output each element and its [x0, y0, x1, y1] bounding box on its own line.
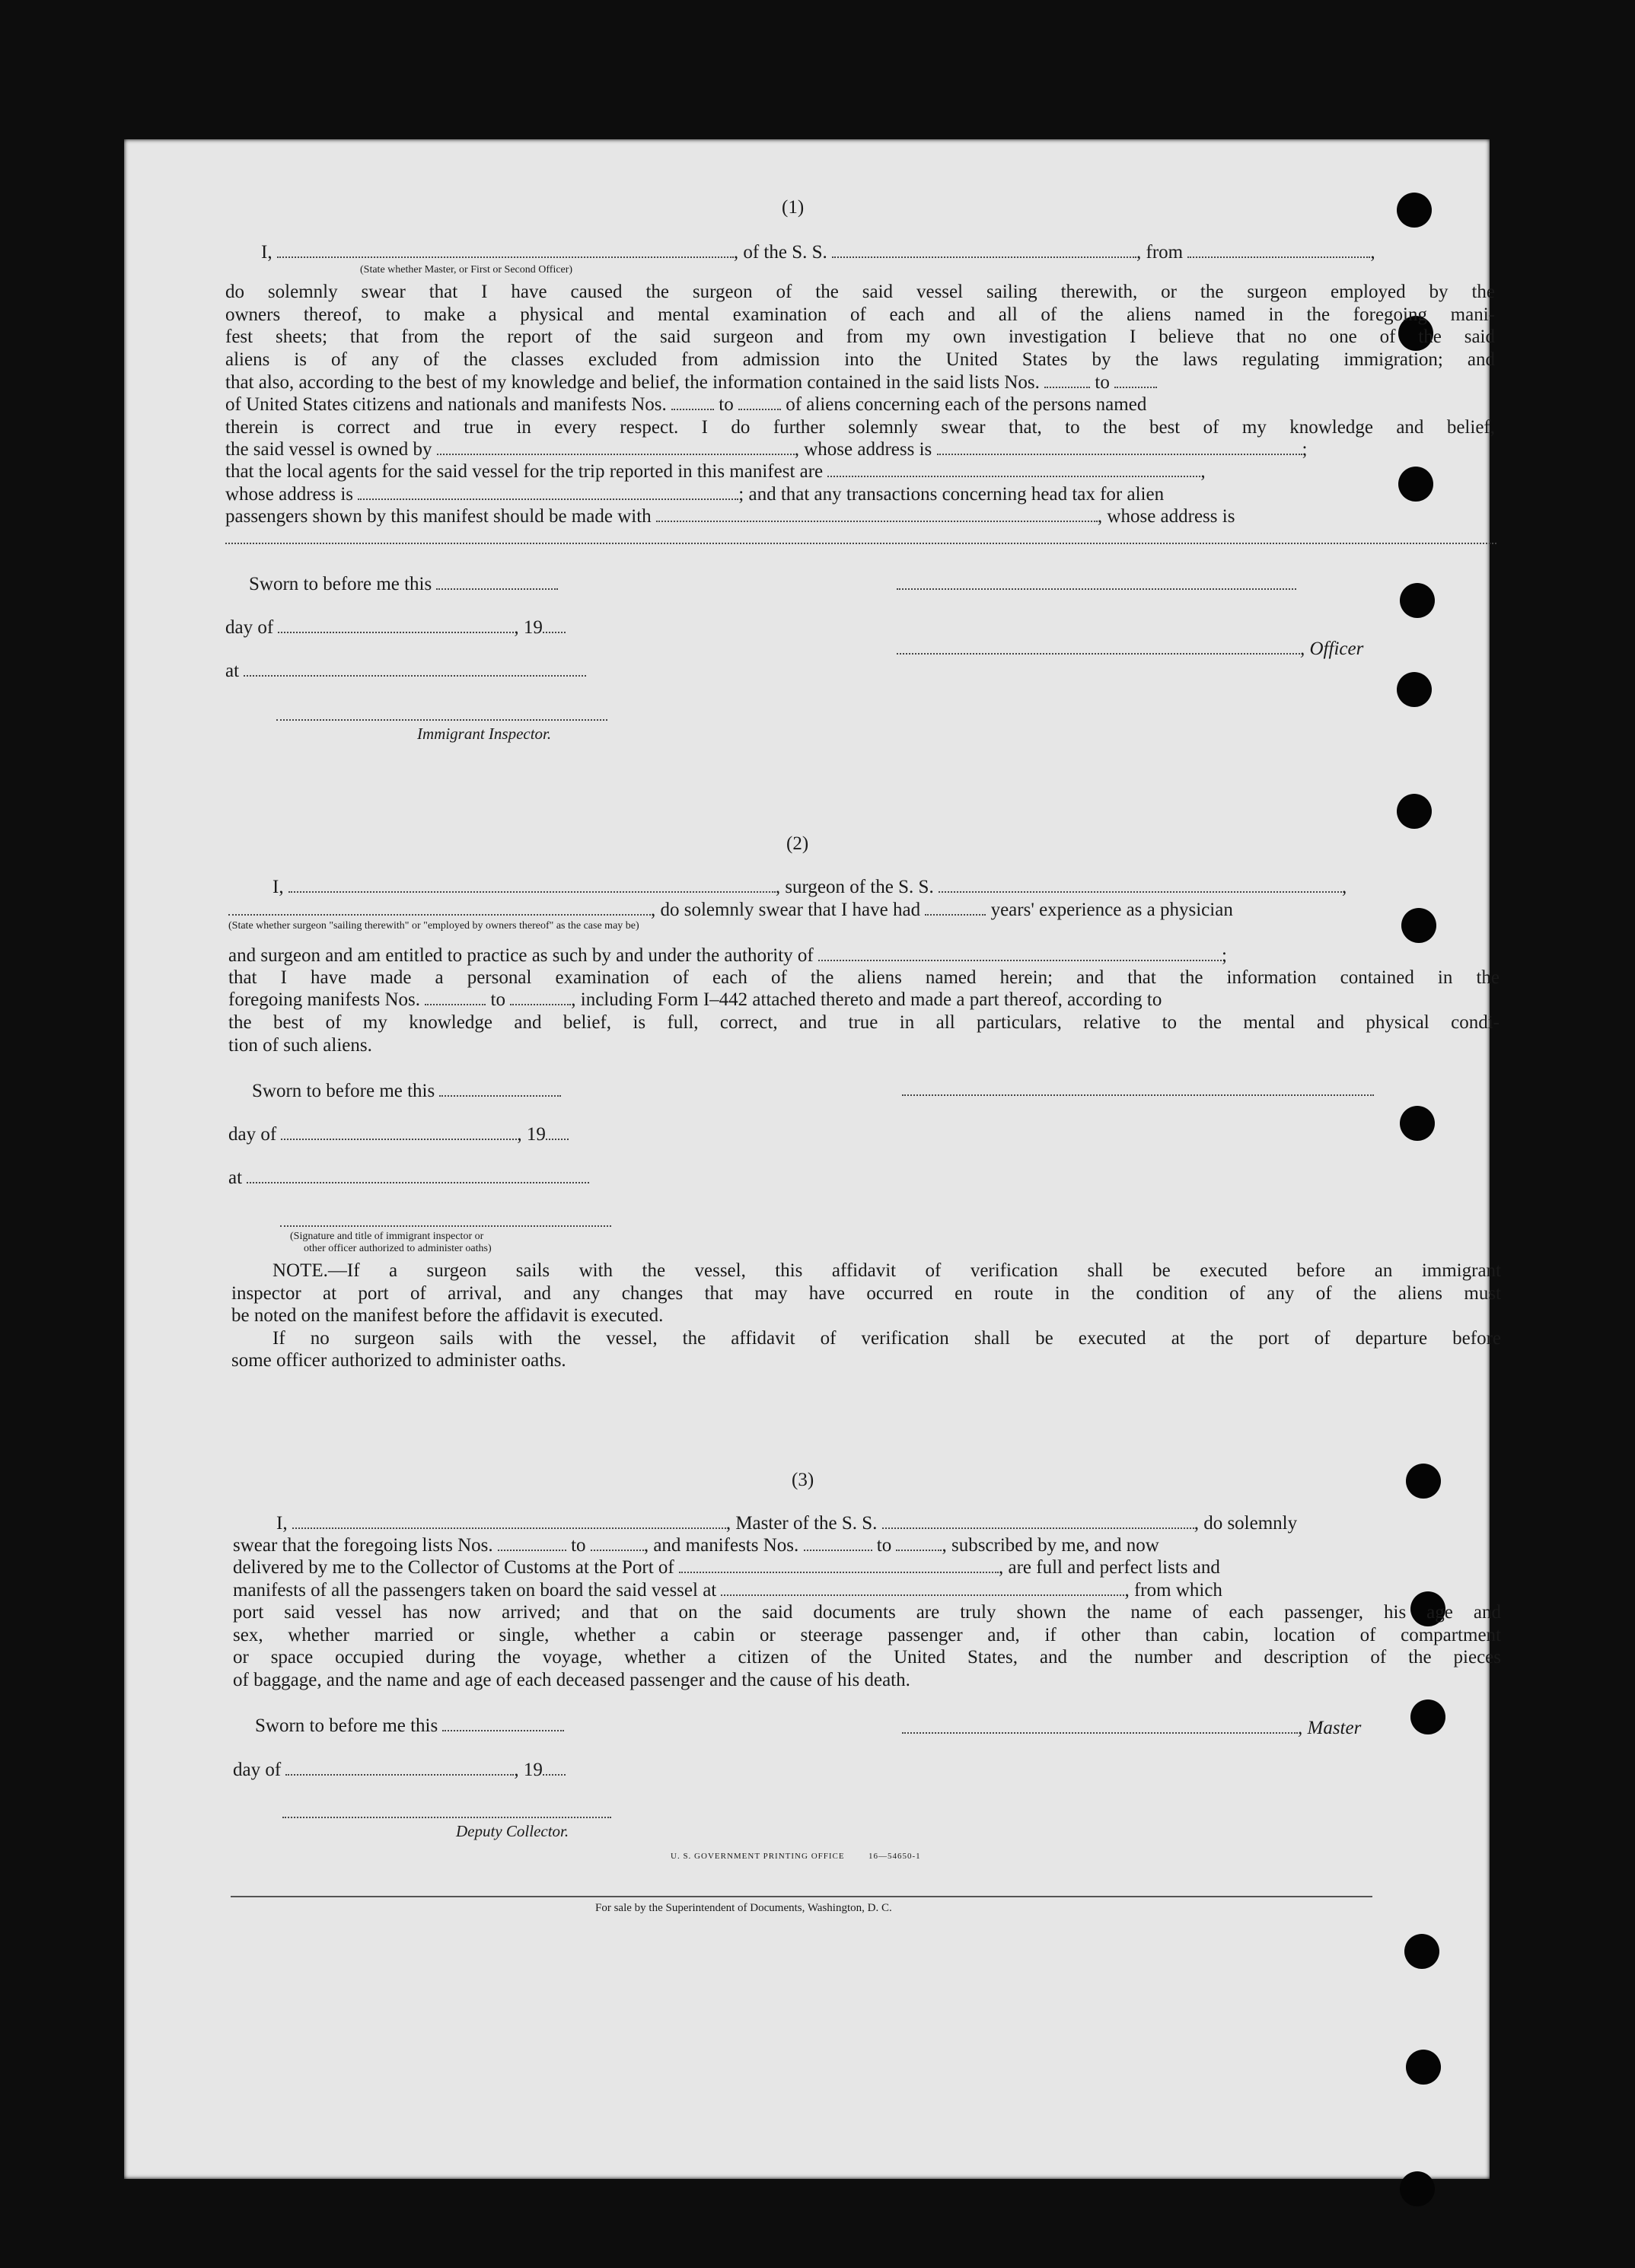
punch-hole [1400, 583, 1435, 618]
s2-body: that I have made a personal examination of each of the aliens named herein; and that the information contained in the [228, 967, 1500, 988]
s2-years-line: , do solemnly swear that I have had years' experience as a physician [228, 899, 1233, 922]
s2-body-2: the best of my knowledge and belief, is full, correct, and true in all particulars, relative to the mental and physical condi- tion of such aliens. [228, 1012, 1500, 1056]
s2-signature-line [280, 1225, 611, 1227]
s3-day-of: day of , 19 [233, 1759, 566, 1782]
section-1-number: (1) [782, 197, 805, 218]
s1-lists-line: that also, according to the best of my knowledge and belief, the information contained in the said lists Nos. to [225, 371, 1157, 394]
s1-sworn: Sworn to before me this [249, 573, 558, 596]
s3-port-line: delivered by me to the Collector of Customs at the Port of , are full and perfect lists and [233, 1557, 1220, 1578]
s1-address-rule [225, 543, 1496, 544]
s1-owned-line: the said vessel is owned by , whose address is ; [225, 439, 1308, 460]
s3-collector-rule [282, 1817, 611, 1818]
s3-oath-line: I, , Master of the S. S. , do solemnly [276, 1513, 1298, 1534]
s1-body: do solemnly swear that I have caused the surgeon of the said vessel sailing therewith, or the surgeon employed by the owners thereof, to make a physical and mental examination of each and all of the aliens named in the foregoing mani- fest sheets; that from the report of the said surgeon and from my own investigation I believe that no one of the said aliens is of any of the classes excluded from admission into the United States by the laws regulating immigration; and [225, 282, 1495, 370]
s1-oath-line: I, , of the S. S. , from , [261, 242, 1375, 263]
s2-sig-note-1: (Signature and title of immigrant inspector or [290, 1231, 484, 1242]
s2-sig-note-2: other officer authorized to administer oaths) [304, 1243, 492, 1254]
s3-vessel-line: manifests of all the passengers taken on board the said vessel at , from which [233, 1580, 1222, 1601]
s2-oath-line: I, , surgeon of the S. S. , [272, 877, 1347, 897]
punch-hole [1401, 908, 1436, 943]
s2-authority-line: and surgeon and am entitled to practice as such by and under the authority of ; [228, 945, 1227, 966]
form-page [124, 139, 1501, 2179]
s3-body: port said vessel has now arrived; and that on the said documents are truly shown the name of each passenger, his age and sex, whether married or single, whether a cabin or steerage passenger and, if other than cabin, location of compartment or space occupied during the voyage, whether a citizen of the United States, and the number and description of the pieces of baggage, and the name and age of each deceased passenger and the cause of his death. [233, 1602, 1501, 1690]
s3-sworn: Sworn to before me this [255, 1715, 564, 1738]
footer-rule [231, 1896, 1372, 1897]
s2-at: at [228, 1167, 589, 1190]
punch-hole [1397, 193, 1432, 228]
s1-address-line: whose address is ; and that any transactions concerning head tax for alien [225, 484, 1165, 505]
s1-inspector-rule [276, 719, 607, 721]
punch-hole [1404, 1934, 1439, 1969]
punch-hole [1397, 794, 1432, 829]
punch-hole [1406, 2050, 1441, 2085]
gpo-imprint: U. S. GOVERNMENT PRINTING OFFICE [671, 1852, 845, 1861]
punch-hole [1410, 1699, 1445, 1734]
s1-signature-rule [897, 588, 1296, 590]
form-number: 16—54650-1 [868, 1852, 921, 1861]
surgeon-note: (State whether surgeon "sailing therewith" or "employed by owners thereof" as the case may be) [228, 920, 639, 932]
s2-sworn: Sworn to before me this [252, 1080, 561, 1103]
s1-manifests-line: of United States citizens and nationals and manifests Nos. to of aliens concerning each of the persons named [225, 394, 1147, 415]
s1-agents-line: that the local agents for the said vessel for the trip reported in this manifest are , [225, 461, 1206, 482]
punch-hole [1400, 1106, 1435, 1141]
s1-day-of: day of , 19 [225, 616, 566, 639]
sale-notice: For sale by the Superintendent of Documents, Washington, D. C. [595, 1902, 892, 1914]
s2-signature-rule [902, 1094, 1374, 1096]
punch-hole [1400, 2171, 1435, 2206]
s3-deputy-collector: Deputy Collector. [456, 1822, 569, 1840]
s2-day-of: day of , 19 [228, 1123, 569, 1146]
s2-manifests-line: foregoing manifests Nos. to , including Form I–442 attached thereto and made a part thereof, according to [228, 989, 1162, 1010]
s3-master: , Master [902, 1717, 1361, 1740]
note-block: NOTE.—If a surgeon sails with the vessel, this affidavit of verification shall be executed before an immigrant inspector at port of arrival, and any changes that may have occurred en route in the condition of any of the aliens must be noted on the manifest before the affidavit is executed. If no surgeon sails with the vessel, the affidavit of verification shall be executed at the port of departure before some officer authorized to administer oaths. [231, 1260, 1501, 1371]
s1-body-2: therein is correct and true in every respect. I do further solemnly swear that, to the best of my knowledge and belief, [225, 417, 1495, 438]
s1-head-tax-line: passengers shown by this manifest should be made with , whose address is [225, 506, 1235, 527]
s3-lists-line: swear that the foregoing lists Nos. to , and manifests Nos. to , subscribed by me, and now [233, 1535, 1159, 1556]
section-3-number: (3) [792, 1470, 814, 1490]
section-2-number: (2) [786, 833, 809, 854]
s1-officer: , Officer [897, 638, 1363, 661]
punch-hole [1397, 672, 1432, 707]
punch-hole [1406, 1464, 1441, 1499]
officer-note: (State whether Master, or First or Second Officer) [360, 264, 573, 276]
s1-at: at [225, 660, 586, 683]
punch-hole [1398, 467, 1433, 502]
s1-immigrant-inspector: Immigrant Inspector. [417, 725, 552, 743]
